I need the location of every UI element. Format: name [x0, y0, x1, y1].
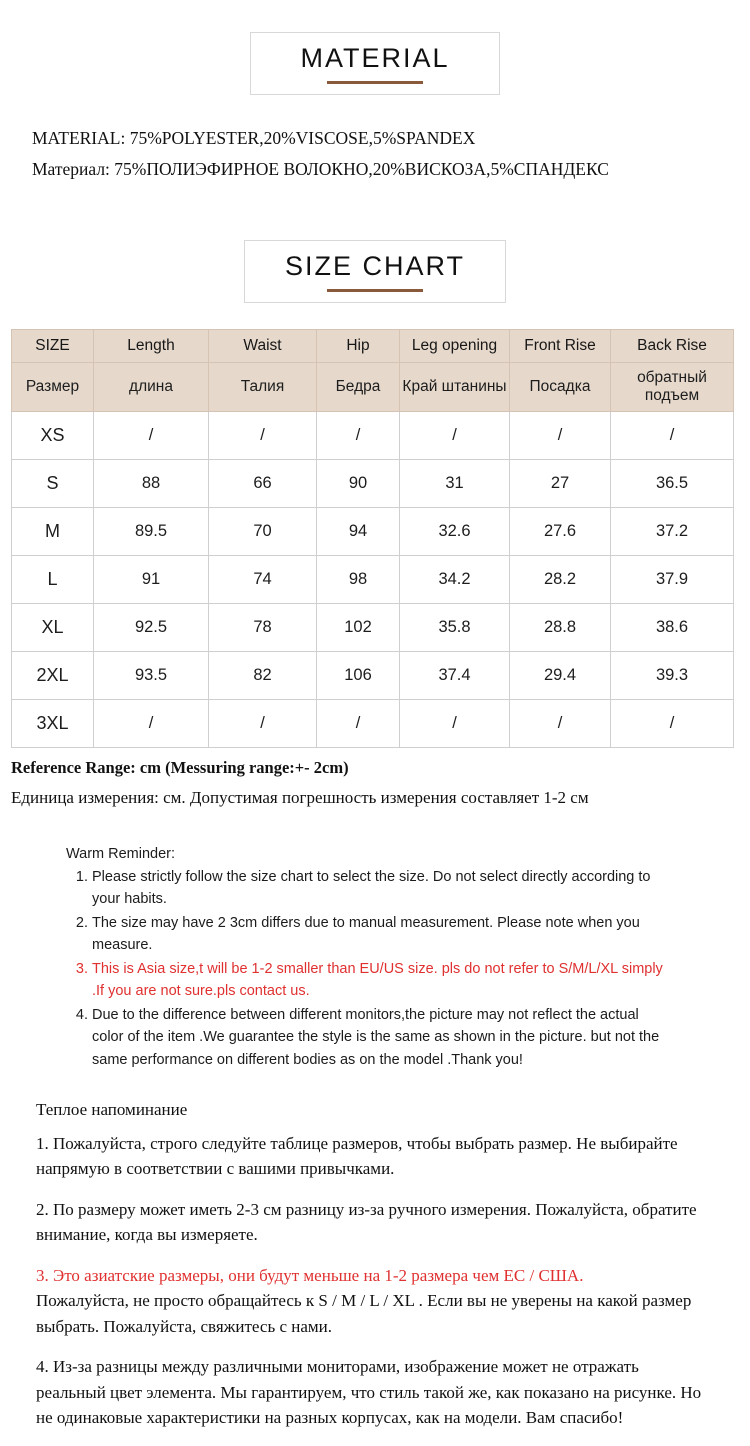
warm-reminder-ru-block: [36, 1097, 706, 1431]
material-line-en: MATERIAL: 75%POLYESTER,20%VISCOSE,5%SPANDEX: [32, 128, 476, 148]
cell-hip: /: [317, 699, 400, 747]
col-header-ru-size: Размер: [12, 363, 94, 412]
table-row: [12, 555, 734, 603]
cell-waist: /: [209, 411, 317, 459]
material-line-ru: Материал: 75%ПОЛИЭФИРНОЕ ВОЛОКНО,20%ВИСКОЗА,5%СПАНДЕКС: [32, 158, 609, 179]
cell-length: 89.5: [94, 507, 209, 555]
warm-reminder-list: [66, 866, 666, 1071]
cell-waist: 78: [209, 603, 317, 651]
col-header-waist: Waist: [209, 330, 317, 363]
cell-front-rise: 27.6: [510, 507, 611, 555]
cell-size: XL: [12, 603, 94, 651]
cell-waist: 74: [209, 555, 317, 603]
list-item: 1. Please strictly follow the size chart to select the size. Do not select directly according to your habits.: [92, 866, 666, 911]
col-header-back-rise: Back Rise: [611, 330, 734, 363]
cell-length: /: [94, 411, 209, 459]
list-item: 4. Due to the difference between different monitors,the picture may not reflect the actual color of the item .We guarantee the style is the same as shown in the picture. but not the same performance on different bodies as on the model .Thank you!: [92, 1004, 666, 1071]
cell-leg-opening: 34.2: [400, 555, 510, 603]
warm-reminder-ru-item-1: 1. Пожалуйста, строго следуйте таблице размеров, чтобы выбрать размер. Не выбирайте напрямую в соответствии с вашими привычками.: [36, 1133, 678, 1179]
warm-reminder-ru-item-3-rest: Пожалуйста, не просто обращайтесь к S / M / L / XL . Если вы не уверены на какой размер выбрать. Пожалуйста, свяжитесь с нами.: [36, 1291, 692, 1336]
cell-front-rise: /: [510, 411, 611, 459]
cell-waist: 82: [209, 651, 317, 699]
cell-back-rise: 36.5: [611, 459, 734, 507]
warm-reminder-en-block: [66, 846, 666, 1071]
cell-front-rise: /: [510, 699, 611, 747]
table-row: [12, 651, 734, 699]
cell-leg-opening: 35.8: [400, 603, 510, 651]
cell-front-rise: 28.8: [510, 603, 611, 651]
warm-reminder-ru-item-2: 2. По размеру может иметь 2-3 см разницу из-за ручного измерения. Пожалуйста, обратите внимание, когда вы измеряете.: [36, 1199, 697, 1245]
cell-leg-opening: 32.6: [400, 507, 510, 555]
cell-size: M: [12, 507, 94, 555]
size-chart-table: [11, 329, 734, 748]
cell-length: 92.5: [94, 603, 209, 651]
col-header-length: Length: [94, 330, 209, 363]
reference-range-ru: Единица измерения: см. Допустимая погрешность измерения составляет 1-2 см: [11, 787, 589, 807]
cell-size: 3XL: [12, 699, 94, 747]
size-chart-heading-box: [244, 240, 506, 303]
cell-length: 91: [94, 555, 209, 603]
cell-size: L: [12, 555, 94, 603]
cell-back-rise: 38.6: [611, 603, 734, 651]
cell-length: /: [94, 699, 209, 747]
col-header-hip: Hip: [317, 330, 400, 363]
warm-reminder-ru-item-4: 4. Из-за разницы между различными мониторами, изображение может не отражать реальный цвет элемента. Мы гарантируем, что стиль такой же, как показано на рисунке. Но не одинаковые характеристики на разных корпусах, как на модели. Вам спасибо!: [36, 1357, 702, 1428]
material-heading-block: [0, 32, 750, 95]
cell-length: 88: [94, 459, 209, 507]
cell-front-rise: 29.4: [510, 651, 611, 699]
col-header-front-rise: Front Rise: [510, 330, 611, 363]
cell-size: XS: [12, 411, 94, 459]
table-row: [12, 603, 734, 651]
cell-leg-opening: /: [400, 411, 510, 459]
col-header-size: SIZE: [12, 330, 94, 363]
material-heading-text: MATERIAL: [300, 43, 450, 73]
reference-range-en: Reference Range: cm (Messuring range:+- 2cm): [11, 757, 349, 777]
table-header-row-en: [12, 330, 734, 363]
cell-hip: 102: [317, 603, 400, 651]
cell-back-rise: 37.2: [611, 507, 734, 555]
list-item: 2. The size may have 2 3cm differs due to manual measurement. Please note when you measure.: [92, 912, 666, 957]
col-header-ru-leg-opening: Край штанины: [400, 363, 510, 412]
col-header-leg-opening: Leg opening: [400, 330, 510, 363]
size-chart-heading-block: [0, 240, 750, 303]
cell-size: 2XL: [12, 651, 94, 699]
cell-waist: 66: [209, 459, 317, 507]
warm-reminder-title: Warm Reminder:: [66, 845, 176, 862]
col-header-ru-front-rise: Посадка: [510, 363, 611, 412]
col-header-ru-hip: Бедра: [317, 363, 400, 412]
cell-waist: /: [209, 699, 317, 747]
table-row: [12, 459, 734, 507]
cell-leg-opening: 31: [400, 459, 510, 507]
cell-hip: 90: [317, 459, 400, 507]
cell-hip: 98: [317, 555, 400, 603]
cell-waist: 70: [209, 507, 317, 555]
cell-back-rise: /: [611, 699, 734, 747]
material-heading-box: [250, 32, 500, 95]
cell-back-rise: /: [611, 411, 734, 459]
cell-leg-opening: 37.4: [400, 651, 510, 699]
table-row: [12, 507, 734, 555]
warm-reminder-ru-title: Теплое напоминание: [36, 1100, 188, 1120]
cell-hip: 106: [317, 651, 400, 699]
table-row: [12, 699, 734, 747]
cell-front-rise: 27: [510, 459, 611, 507]
col-header-ru-back-rise: обратный подъем: [611, 363, 734, 412]
cell-back-rise: 39.3: [611, 651, 734, 699]
cell-size: S: [12, 459, 94, 507]
cell-leg-opening: /: [400, 699, 510, 747]
material-text-block: [32, 123, 750, 184]
cell-hip: 94: [317, 507, 400, 555]
col-header-ru-length: длина: [94, 363, 209, 412]
cell-length: 93.5: [94, 651, 209, 699]
warm-reminder-ru-item-3-highlight: 3. Это азиатские размеры, они будут меньше на 1-2 размера чем ЕС / США.: [36, 1265, 584, 1285]
table-row: [12, 411, 734, 459]
list-item: 3. This is Asia size,t will be 1-2 smaller than EU/US size. pls do not refer to S/M/L/XL simply .If you are not sure.pls contact us.: [92, 958, 666, 1003]
size-chart-heading-text: SIZE CHART: [284, 251, 466, 282]
cell-front-rise: 28.2: [510, 555, 611, 603]
table-header-row-ru: [12, 363, 734, 412]
cell-back-rise: 37.9: [611, 555, 734, 603]
col-header-ru-waist: Талия: [209, 363, 317, 412]
heading-underline-rule: [327, 81, 423, 84]
cell-hip: /: [317, 411, 400, 459]
heading-underline-rule: [327, 289, 423, 292]
